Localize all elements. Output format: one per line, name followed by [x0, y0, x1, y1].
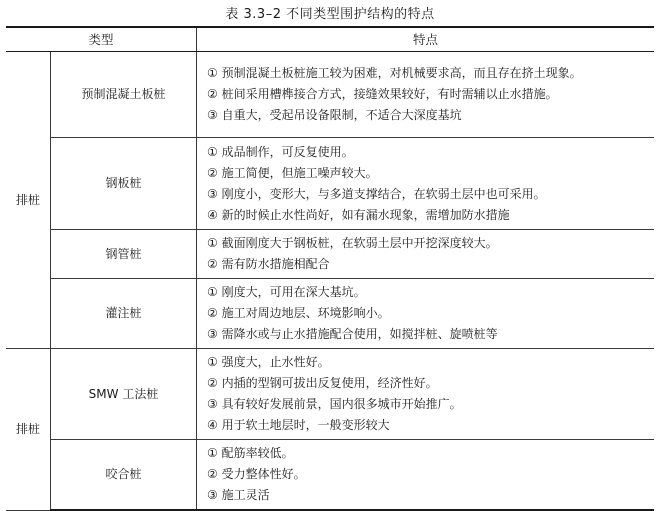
table-row [6, 230, 654, 279]
feature-line: ③ 刚度小，变形大，与多道支撑结合，在软弱土层中也可采用。 [207, 186, 546, 201]
feature-line: ① 成品制作，可反复使用。 [207, 144, 354, 159]
category-cell: 排桩 [6, 52, 51, 349]
feature-line: ② 受力整体性好。 [207, 467, 306, 481]
features-cell [197, 349, 655, 440]
table-caption: 表 3.3–2 不同类型围护结构的特点 [225, 7, 435, 22]
features-cell [197, 279, 655, 349]
feature-line: ② 施工对周边地层、环境影响小。 [207, 306, 390, 320]
feature-line: ③ 自重大，受起吊设备限制，不适合大深度基坑 [207, 108, 462, 122]
feature-line: ④ 用于软土地层时，一般变形较大 [207, 418, 390, 432]
type-cell: 咬合桩 [51, 440, 197, 511]
features-cell [197, 138, 655, 230]
feature-line: ① 截面刚度大于钢板桩，在软弱土层中开挖深度较大。 [207, 236, 498, 250]
features-cell [197, 440, 655, 511]
feature-line: ② 施工简便，但施工噪声较大。 [207, 165, 378, 180]
feature-line: ② 内插的型钢可拔出反复使用，经济性好。 [207, 376, 438, 390]
type-cell: 钢管桩 [51, 230, 197, 279]
table-row [6, 52, 654, 138]
category-cell: 排桩 [6, 349, 51, 511]
feature-line: ① 配筋率较低。 [207, 446, 294, 460]
feature-line: ③ 具有较好发展前景，国内很多城市开始推广。 [207, 397, 462, 411]
table-row [6, 349, 654, 440]
feature-line: ③ 需降水或与止水措施配合使用，如搅拌桩、旋喷桩等 [207, 327, 498, 341]
table-row [6, 279, 654, 349]
table-row [6, 138, 654, 230]
header-row [6, 27, 654, 52]
feature-line: ③ 施工灵活 [207, 488, 270, 502]
table-row [6, 440, 654, 511]
features-cell [197, 52, 655, 138]
features-cell [197, 230, 655, 279]
type-cell: SMW 工法桩 [51, 349, 197, 440]
feature-line: ① 强度大，止水性好。 [207, 355, 330, 369]
type-cell: 灌注桩 [51, 279, 197, 349]
feature-line: ② 桩间采用槽榫接合方式，接缝效果较好，有时需辅以止水措施。 [207, 87, 558, 101]
header-type: 类型 [6, 27, 197, 52]
feature-line: ④ 新的时候止水性尚好，如有漏水现象，需增加防水措施 [207, 207, 510, 222]
feature-line: ① 预制混凝土板桩施工较为困难，对机械要求高，而且存在挤土现象。 [207, 66, 582, 80]
type-cell: 钢板桩 [51, 138, 197, 230]
retaining-structure-table [6, 26, 654, 511]
type-cell: 预制混凝土板桩 [51, 52, 197, 138]
feature-line: ② 需有防水措施相配合 [207, 257, 330, 271]
header-features: 特点 [197, 27, 655, 52]
feature-line: ① 刚度大，可用在深大基坑。 [207, 285, 366, 299]
